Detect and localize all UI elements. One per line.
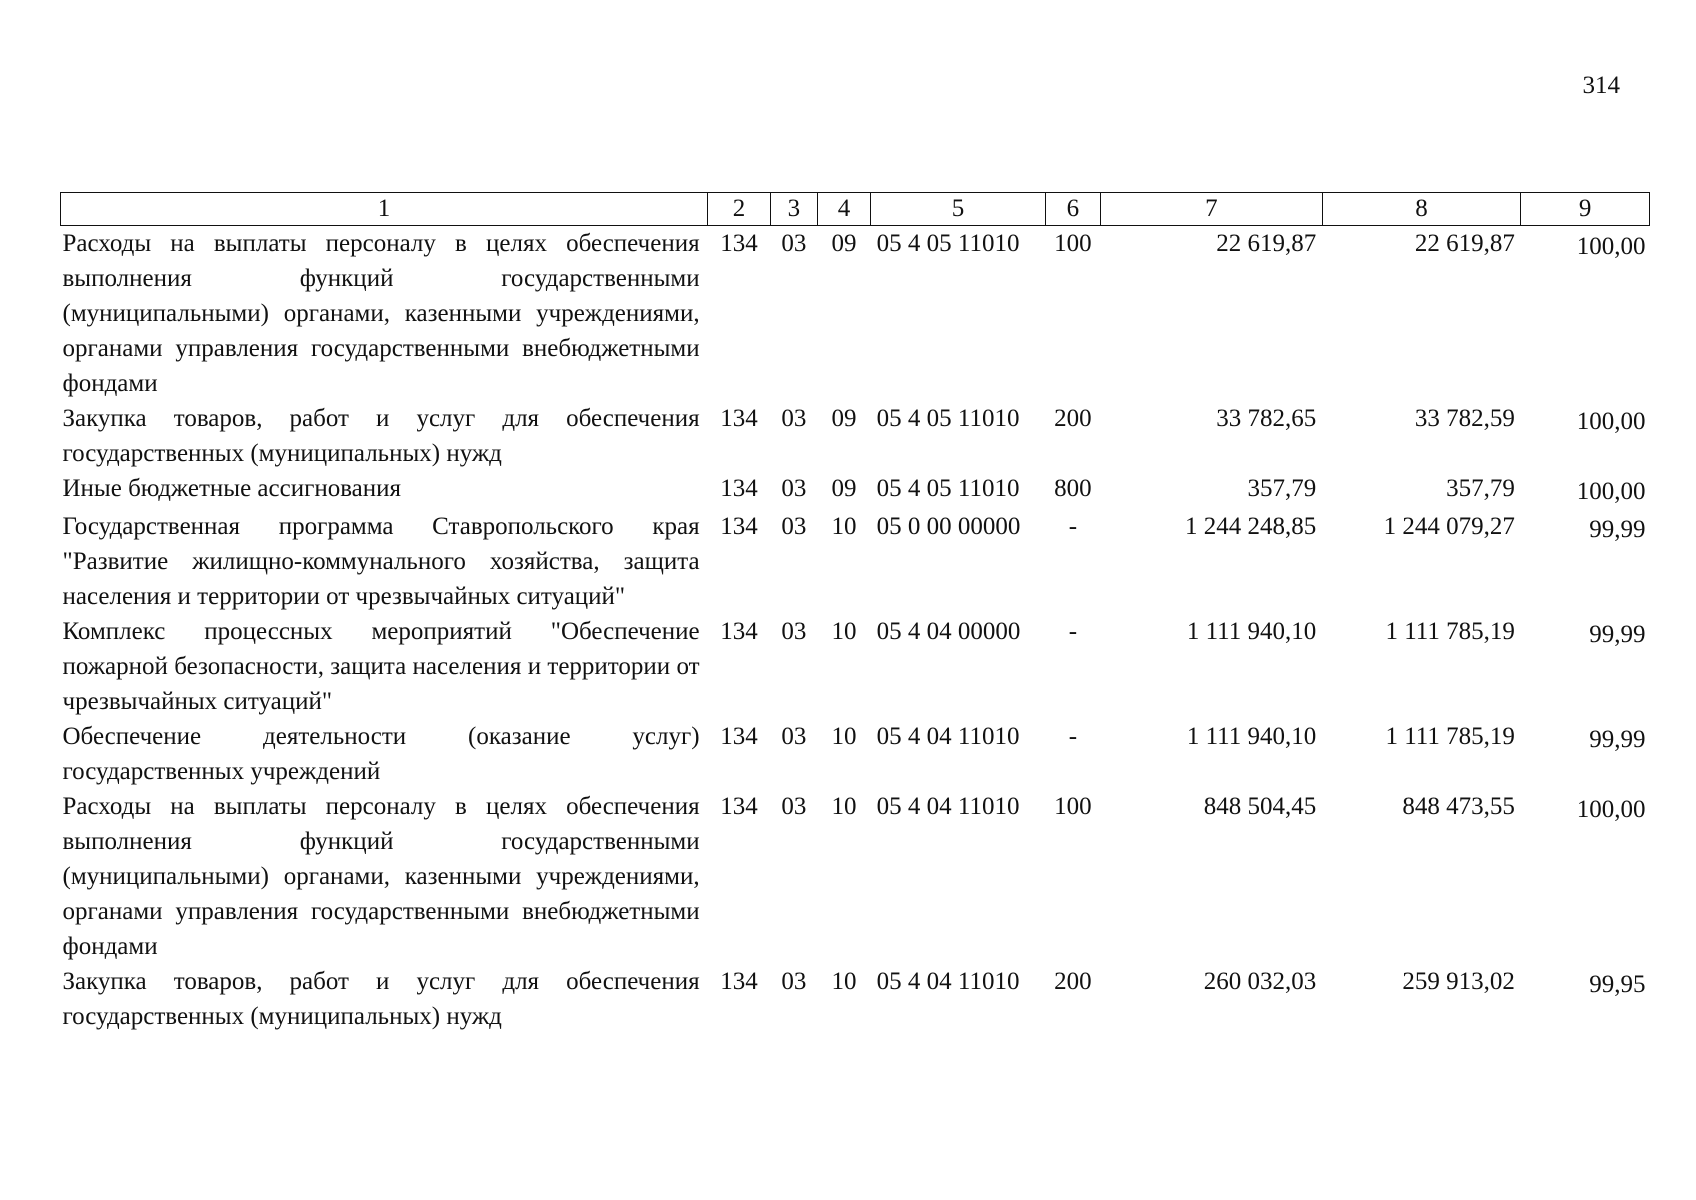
- expense-type-code: 200: [1054, 405, 1092, 432]
- section-code: 03: [781, 723, 807, 750]
- section-code: 03: [781, 405, 807, 432]
- expense-type-code: -: [1068, 513, 1078, 540]
- page-number: 314: [1582, 72, 1620, 99]
- subsection-code: 10: [831, 968, 857, 995]
- row-description: Закупка товаров, работ и услуг для обеспечения государственных (муниципальных) нужд: [62, 968, 700, 1030]
- target-article-code: 05 4 05 11010: [876, 475, 1020, 502]
- column-header-3: 3: [770, 193, 817, 226]
- expense-type-code: -: [1068, 723, 1078, 750]
- target-article-code: 05 4 04 11010: [876, 968, 1020, 995]
- column-header-9: 9: [1521, 193, 1650, 226]
- execution-percent: 100,00: [1576, 478, 1646, 505]
- execution-percent: 100,00: [1576, 408, 1646, 435]
- column-header-8: 8: [1322, 193, 1521, 226]
- planned-amount: 848 504,45: [1203, 793, 1317, 820]
- table-row: [61, 226, 1650, 402]
- table-row: [61, 401, 1650, 471]
- planned-amount: 357,79: [1247, 475, 1317, 502]
- subsection-code: 09: [831, 230, 857, 257]
- ministry-code: 134: [720, 513, 758, 540]
- table-row: [61, 614, 1650, 719]
- column-header-6: 6: [1045, 193, 1100, 226]
- expense-type-code: -: [1068, 618, 1078, 645]
- ministry-code: 134: [720, 723, 758, 750]
- subsection-code: 10: [831, 618, 857, 645]
- row-description: Закупка товаров, работ и услуг для обеспечения государственных (муниципальных) нужд: [62, 405, 700, 467]
- row-description: Расходы на выплаты персоналу в целях обеспечения выполнения функций государственными (муниципальными) органами, казенными учреждениями, органами управления государственными внебюджетными фондами: [62, 230, 700, 397]
- planned-amount: 1 111 940,10: [1186, 618, 1317, 645]
- expense-type-code: 100: [1054, 793, 1092, 820]
- subsection-code: 10: [831, 793, 857, 820]
- executed-amount: 1 244 079,27: [1383, 513, 1515, 540]
- column-header-2: 2: [708, 193, 771, 226]
- executed-amount: 848 473,55: [1402, 793, 1515, 820]
- subsection-code: 10: [831, 723, 857, 750]
- target-article-code: 05 4 04 11010: [876, 793, 1020, 820]
- ministry-code: 134: [720, 793, 758, 820]
- row-description: Иные бюджетные ассигнования: [62, 475, 402, 502]
- ministry-code: 134: [720, 405, 758, 432]
- table-row: [61, 471, 1650, 509]
- execution-percent: 100,00: [1576, 796, 1646, 823]
- column-header-5: 5: [871, 193, 1046, 226]
- execution-percent: 99,99: [1589, 726, 1646, 753]
- planned-amount: 260 032,03: [1203, 968, 1317, 995]
- subsection-code: 10: [831, 513, 857, 540]
- execution-percent: 99,95: [1589, 971, 1646, 998]
- section-code: 03: [781, 230, 807, 257]
- planned-amount: 22 619,87: [1216, 230, 1317, 257]
- section-code: 03: [781, 513, 807, 540]
- row-description: Расходы на выплаты персоналу в целях обеспечения выполнения функций государственными (муниципальными) органами, казенными учреждениями, органами управления государственными внебюджетными фондами: [62, 793, 700, 960]
- expense-type-code: 200: [1054, 968, 1092, 995]
- planned-amount: 1 111 940,10: [1186, 723, 1317, 750]
- section-code: 03: [781, 968, 807, 995]
- execution-percent: 99,99: [1589, 621, 1646, 648]
- ministry-code: 134: [720, 618, 758, 645]
- subsection-code: 09: [831, 475, 857, 502]
- expense-type-code: 800: [1054, 475, 1092, 502]
- execution-percent: 99,99: [1589, 516, 1646, 543]
- executed-amount: 1 111 785,19: [1385, 618, 1515, 645]
- row-description: Обеспечение деятельности (оказание услуг) государственных учреждений: [62, 723, 700, 785]
- column-header-1: 1: [61, 193, 708, 226]
- target-article-code: 05 4 04 11010: [876, 723, 1020, 750]
- table-row: [61, 789, 1650, 964]
- table-row: [61, 719, 1650, 789]
- section-code: 03: [781, 475, 807, 502]
- row-description: Государственная программа Ставропольского края "Развитие жилищно-коммунального хозяйства, защита населения и территории от чрезвычайных ситуаций": [62, 513, 700, 610]
- target-article-code: 05 4 05 11010: [876, 230, 1020, 257]
- executed-amount: 22 619,87: [1414, 230, 1515, 257]
- executed-amount: 33 782,59: [1414, 405, 1515, 432]
- expense-type-code: 100: [1054, 230, 1092, 257]
- ministry-code: 134: [720, 475, 758, 502]
- executed-amount: 357,79: [1446, 475, 1515, 502]
- section-code: 03: [781, 618, 807, 645]
- column-header-4: 4: [817, 193, 870, 226]
- executed-amount: 259 913,02: [1402, 968, 1515, 995]
- column-number-header-row: [61, 193, 1650, 226]
- column-header-7: 7: [1101, 193, 1323, 226]
- planned-amount: 33 782,65: [1216, 405, 1317, 432]
- planned-amount: 1 244 248,85: [1184, 513, 1317, 540]
- target-article-code: 05 4 04 00000: [876, 618, 1021, 645]
- row-description: Комплекс процессных мероприятий "Обеспечение пожарной безопасности, защита населения и территории от чрезвычайных ситуаций": [62, 618, 700, 715]
- target-article-code: 05 4 05 11010: [876, 405, 1020, 432]
- subsection-code: 09: [831, 405, 857, 432]
- section-code: 03: [781, 793, 807, 820]
- ministry-code: 134: [720, 230, 758, 257]
- table-row: [61, 964, 1650, 1034]
- executed-amount: 1 111 785,19: [1385, 723, 1515, 750]
- table-row: [61, 509, 1650, 614]
- budget-table: [60, 192, 1650, 1034]
- target-article-code: 05 0 00 00000: [876, 513, 1021, 540]
- execution-percent: 100,00: [1576, 233, 1646, 260]
- ministry-code: 134: [720, 968, 758, 995]
